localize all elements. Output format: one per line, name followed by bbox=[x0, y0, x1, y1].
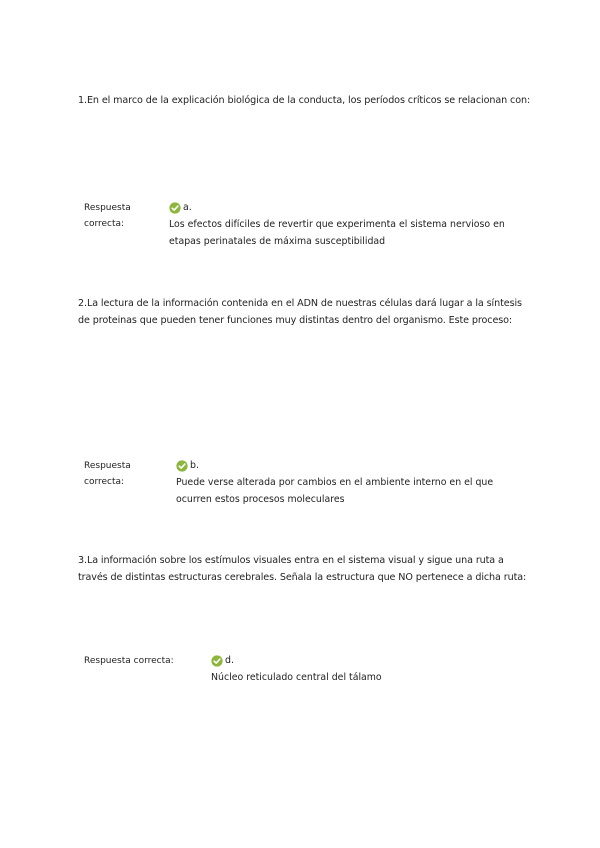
question-2-answer-text: Puede verse alterada por cambios en el ambiente interno en el que ocurren estos procesos moleculares bbox=[176, 477, 494, 505]
check-icon bbox=[211, 655, 223, 667]
check-icon bbox=[169, 202, 181, 214]
question-1-answer-label: Respuesta correcta: bbox=[84, 203, 131, 229]
check-icon bbox=[176, 460, 188, 472]
question-3-text: 3.La información sobre los estímulos visuales entra en el sistema visual y sigue una ruta a través de distintas estructuras cerebrales. Señala la estructura que NO pertenece a dicha ruta: bbox=[78, 555, 527, 583]
question-1-correct-option bbox=[169, 201, 192, 215]
question-1-answer-text: Los efectos difíciles de revertir que experimenta el sistema nervioso en etapas perinatales de máxima susceptibilidad bbox=[169, 219, 505, 247]
question-2-answer-label: Respuesta correcta: bbox=[84, 461, 131, 487]
question-3-option-letter: d. bbox=[225, 655, 234, 666]
question-1-option-letter: a. bbox=[183, 202, 192, 213]
question-1-text: 1.En el marco de la explicación biológica de la conducta, los períodos críticos se relacionan con: bbox=[78, 95, 531, 106]
question-3-answer-text: Núcleo reticulado central del tálamo bbox=[211, 672, 382, 683]
question-3-correct-option bbox=[211, 654, 234, 668]
question-2-option-letter: b. bbox=[190, 460, 199, 471]
question-2-correct-option bbox=[176, 459, 199, 473]
question-2-text: 2.La lectura de la información contenida en el ADN de nuestras células dará lugar a la síntesis de proteinas que pueden tener funciones muy distintas dentro del organismo. Este proceso: bbox=[78, 298, 522, 326]
question-3-answer-label: Respuesta correcta: bbox=[84, 656, 174, 666]
